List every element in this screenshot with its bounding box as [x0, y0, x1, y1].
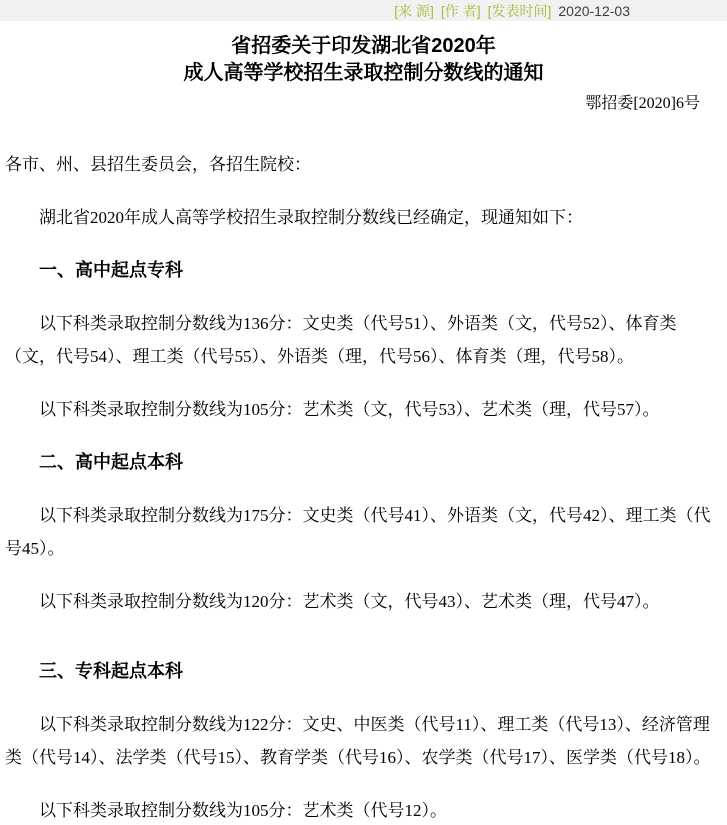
section-3-heading: 三、专科起点本科 — [39, 661, 183, 681]
section-3-paragraph-1: 以下科类录取控制分数线为122分：文史、中医类（代号11）、理工类（代号13）、经济管理类（代号14）、法学类（代号15）、教育学类（代号16）、农学类（代号17）、医学类（代号18）。 — [5, 715, 711, 767]
document-number: 鄂招委[2020]6号 — [585, 95, 700, 112]
source-label: [来 源] — [394, 2, 434, 19]
section-1-heading: 一、高中起点专科 — [39, 260, 183, 280]
section-2-paragraph-1: 以下科类录取控制分数线为175分：文史类（代号41）、外语类（文，代号42）、理工类（代号45）。 — [5, 506, 711, 558]
title-line-2: 成人高等学校招生录取控制分数线的通知 — [183, 62, 544, 84]
section-1-paragraph-2: 以下科类录取控制分数线为105分：艺术类（文，代号53）、艺术类（理，代号57）。 — [39, 400, 660, 419]
title-line-1: 省招委关于印发湖北省2020年 — [231, 35, 496, 57]
meta-bar — [0, 0, 727, 21]
publish-time-label: [发表时间] — [487, 2, 552, 19]
notice-body — [0, 148, 727, 825]
section-1-paragraph-1: 以下科类录取控制分数线为136分：文史类（代号51）、外语类（文，代号52）、体育类（文，代号54）、理工类（代号55）、外语类（理，代号56）、体育类（理，代号58）。 — [5, 314, 677, 366]
publish-date: 2020-12-03 — [558, 2, 630, 19]
notice-title — [0, 33, 727, 87]
author-label: [作 者] — [440, 2, 481, 19]
section-2-paragraph-2: 以下科类录取控制分数线为120分：艺术类（文，代号43）、艺术类（理，代号47）。 — [39, 592, 660, 611]
intro-paragraph: 湖北省2020年成人高等学校招生录取控制分数线已经确定，现通知如下： — [39, 208, 583, 227]
section-3-paragraph-2: 以下科类录取控制分数线为105分：艺术类（代号12）。 — [39, 801, 447, 820]
section-2-heading: 二、高中起点本科 — [39, 452, 183, 472]
salutation: 各市、州、县招生委员会，各招生院校： — [5, 155, 311, 174]
